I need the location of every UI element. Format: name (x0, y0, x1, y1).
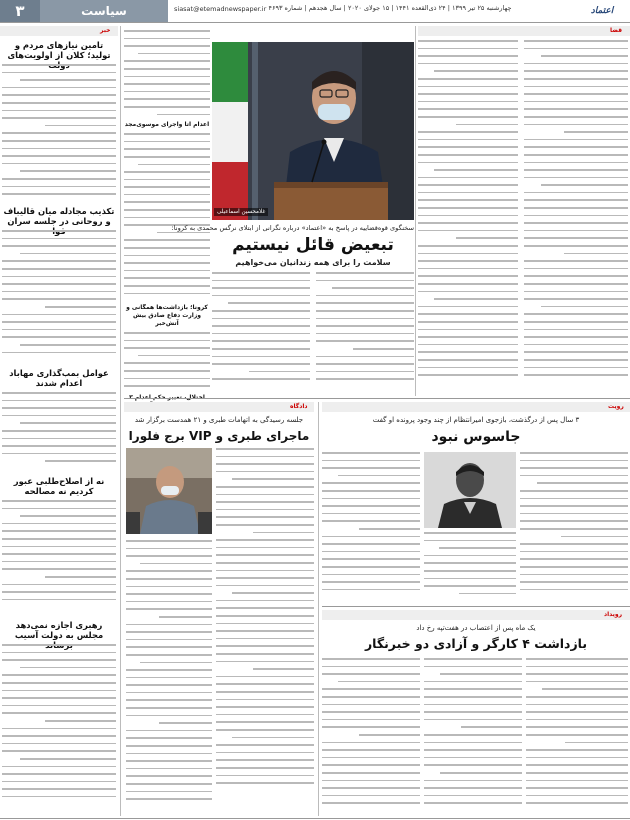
lead-story-photo (212, 42, 414, 220)
court-kicker: جلسه رسیدگی به اتهامات طبری و ۲۱ همدست برگزار شد (134, 416, 304, 424)
lead-subhead: سلامت را برای همه زندانیان می‌خواهیم (235, 258, 391, 267)
lead-headline: تبعیض قائل نیستیم (232, 235, 394, 255)
workers-kicker: یک ماه پس از اعتصاب در هفت‌تپه رخ داد (416, 624, 536, 632)
workers-body-col-3 (526, 658, 628, 816)
spy-body-col-3 (520, 452, 628, 602)
court-photo (126, 448, 212, 534)
lead-kicker: سخنگوی قوه‌قضاییه در پاسخ به «اعتماد» درباره نگرانی از ابتلای نرگس محمدی به کرونا: (171, 224, 414, 232)
newspaper-logo: اعتماد (590, 6, 614, 16)
photo-caption: غلامحسین اسماعیلی (214, 208, 268, 216)
side-story-5-headline: رهبری اجازه‌ نمی‌دهد مجلس به دولت آسیب (14, 620, 104, 640)
lead-story-left-lower (124, 304, 210, 392)
spy-tag: رویت (608, 403, 624, 410)
header-rule (0, 22, 630, 23)
court-right-divider (318, 402, 319, 816)
spy-headline: جاسوس نبود (431, 429, 521, 445)
dateline: چهارشنبه ۲۵ تیر ۱۳۹۹ | ۲۴ ذی‌القعده ۱۴۴۱ | ۱۵ جولای ۲۰۲۰ | سال هجدهم | شماره ۴۶۹۳ (268, 4, 512, 12)
left-tag: خبر (100, 27, 111, 34)
workers-headline: بازداشت ۴ کارگر و آزادی دو خبرنگار (364, 636, 588, 651)
spy-tag-bar (322, 402, 630, 412)
lead-right-divider (415, 26, 416, 396)
right-tag: قضا (610, 27, 623, 34)
mid-rule (124, 398, 630, 399)
lower-right-rule (322, 606, 630, 607)
side-story-2-body (2, 230, 116, 360)
lead-body-col-2 (212, 272, 310, 390)
side-story-5-body (2, 644, 116, 816)
side-story-2-headline: تکذیب مجادله میان قالیباف و روحانی در جلسه سران (3, 206, 115, 226)
spy-kicker: ۳ سال پس از درگذشت، بازجوی امیرانتظام از چند وجود پرونده او گفت (372, 416, 580, 424)
court-tag-bar (124, 402, 314, 412)
inline-head-a: اعدام اتا واجرای موسوی‌مجد (124, 121, 210, 129)
spy-photo (424, 452, 516, 528)
workers-body-col-2 (424, 658, 522, 816)
section-title: سیاست (40, 0, 168, 22)
inline-head-b: کرونا؛ بازداشت‌ها همگانی و وزارت دفاع صادق بیش‌ آتش‌خبر (126, 304, 208, 327)
side-story-4-body (2, 500, 116, 612)
portrait-photo-illustration (424, 452, 516, 528)
spokesman-photo-illustration (212, 42, 414, 220)
side-story-3-headline: عوامل بمب‌گذاری مهاباد اعدام شدند (9, 368, 109, 388)
court-tag: دادگاه (290, 403, 308, 410)
lead-story-left-column (124, 30, 210, 300)
defendant-photo-illustration (126, 448, 212, 534)
court-body-col-1 (126, 540, 212, 816)
court-body-col-2 (216, 448, 314, 816)
workers-tag-bar (322, 610, 630, 620)
workers-body-col-1 (322, 658, 420, 816)
footer-rule (0, 818, 630, 819)
lead-body-col-3 (316, 272, 414, 390)
spy-body-col-2 (424, 532, 516, 602)
page-header (0, 0, 630, 22)
section-email: siasat@etemadnewspaper.ir (174, 5, 267, 13)
left-column-divider (120, 26, 121, 816)
side-story-3-body (2, 392, 116, 470)
court-headline: ماجرای طبری و VIP برج فلورا (128, 429, 310, 443)
right-top-col-1 (418, 40, 518, 390)
workers-tag: رویداد (604, 611, 623, 618)
side-story-1-body (2, 64, 116, 200)
side-story-1-headline: تامین نیازهای مردم و تولید؛ کلان از اولویت‌های (7, 40, 111, 60)
right-top-col-2 (524, 40, 628, 390)
right-tag-bar (418, 26, 630, 36)
side-story-4-headline: نه از اصلاح‌طلبی عبور کردیم نه مصالحه (13, 476, 105, 496)
page-number: ۳ (0, 0, 40, 22)
spy-body-col-1 (322, 452, 420, 602)
